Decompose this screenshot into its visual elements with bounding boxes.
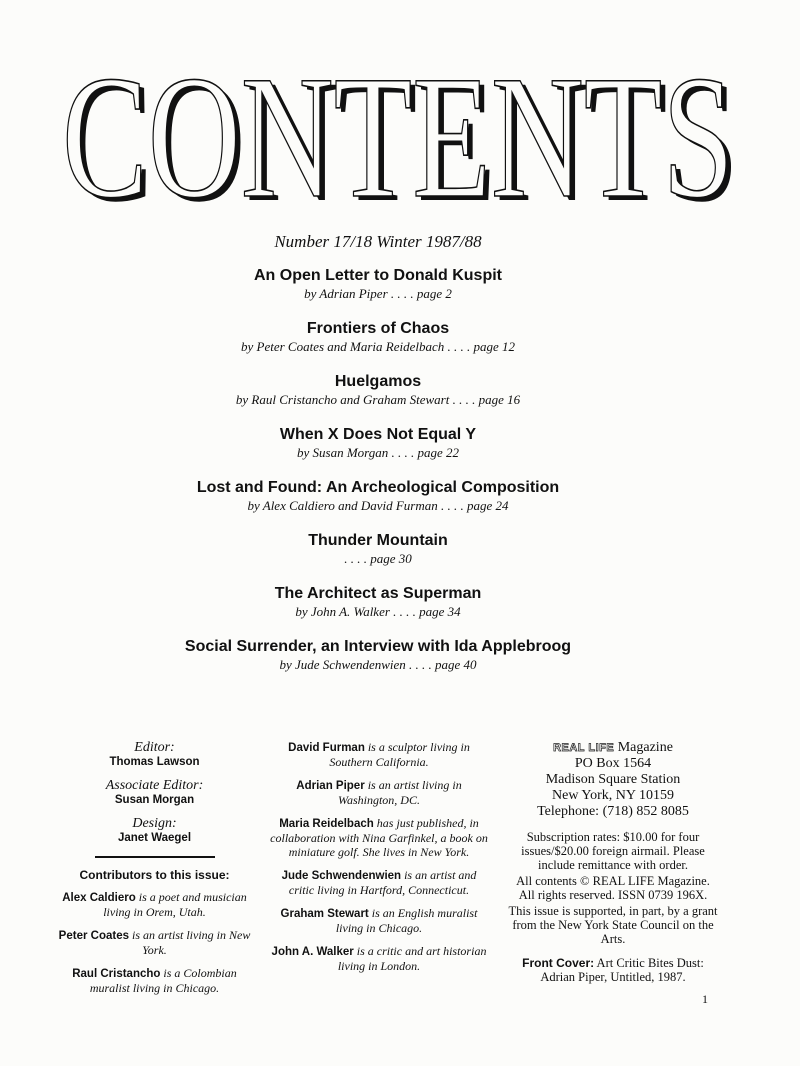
contributor-name: Adrian Piper: [296, 780, 365, 792]
address-line: New York, NY 10159: [552, 788, 674, 803]
toc-entry-title[interactable]: Social Surrender, an Interview with Ida Applebroog: [184, 638, 572, 655]
contributor-name: Jude Schwendenwien: [281, 870, 402, 882]
contributors-heading: Contributors to this issue:: [79, 868, 230, 882]
contributor-text: is an artist living in Washington, DC.: [338, 778, 462, 807]
contributors-column: [268, 740, 490, 982]
divider-rule: [95, 856, 215, 858]
contributor-bio: [268, 816, 490, 859]
toc-entry-byline: by Alex Caldiero and David Furman . . . . page 24: [247, 498, 509, 513]
toc-entry-byline: . . . . page 30: [344, 551, 412, 566]
toc-entry-byline: by Peter Coates and Maria Reidelbach . . . . page 12: [240, 339, 516, 354]
issue-line: Number 17/18 Winter 1987/88: [274, 232, 482, 251]
contributor-text: is a Colombian muralist living in Chicago.: [89, 966, 237, 995]
toc-entry-title[interactable]: Huelgamos: [334, 373, 422, 390]
contents-masthead-svg: [60, 62, 740, 212]
address-line: PO Box 1564: [574, 756, 652, 771]
staff-role: Editor:: [134, 740, 175, 755]
contributor-bio: [268, 868, 490, 897]
contributor-name: John A. Walker: [271, 946, 354, 958]
toc-entry: [0, 425, 756, 478]
support-info: This issue is supported, in part, by a grant from the New York State Council on the Arts.: [508, 904, 718, 946]
page-number: 1: [702, 992, 708, 1006]
contributor-name: Peter Coates: [58, 930, 129, 942]
toc-entry: [0, 319, 756, 372]
rights-info: All contents © REAL LIFE Magazine. All rights reserved. ISSN 0739 196X.: [516, 874, 710, 902]
contributor-bio: [52, 890, 257, 919]
contributor-bio: [268, 740, 490, 769]
toc-entry-byline: by John A. Walker . . . . page 34: [295, 604, 461, 619]
contributor-text: is an artist and critic living in Hartford, Connecticut.: [288, 868, 477, 897]
contributor-bio: [268, 944, 490, 973]
staff-name: Thomas Lawson: [109, 756, 200, 768]
toc-entry-byline: by Jude Schwendenwien . . . . page 40: [279, 657, 477, 672]
toc-entry: [0, 584, 756, 637]
contributor-bio: [268, 906, 490, 935]
telephone-line: Telephone: (718) 852 8085: [537, 804, 689, 819]
toc-entry: [0, 531, 756, 584]
toc-entry: [0, 266, 756, 319]
front-cover-label: Front Cover:: [522, 956, 595, 970]
publisher-name: [508, 740, 718, 756]
contributor-bio: [52, 928, 257, 957]
subscription-info: Subscription rates: $10.00 for four issues/$20.00 foreign airmail. Please include remittance with order.: [521, 830, 705, 872]
contributor-text: is an English muralist living in Chicago.: [335, 906, 478, 935]
publisher-column: [508, 740, 718, 984]
contributor-name: Maria Reidelbach: [279, 818, 374, 830]
contributor-text: is a critic and art historian living in London.: [337, 944, 487, 973]
contributor-bio: [268, 778, 490, 807]
toc-entry-byline: by Adrian Piper . . . . page 2: [304, 286, 452, 301]
contributor-text: is an artist living in New York.: [128, 928, 251, 957]
toc-entry: [0, 372, 756, 425]
contributor-name: Graham Stewart: [280, 908, 369, 920]
staff-name: Janet Waegel: [117, 832, 192, 844]
front-cover-credit: [508, 956, 718, 984]
toc-entry-byline: by Susan Morgan . . . . page 22: [296, 445, 459, 460]
toc-entry-byline: by Raul Cristancho and Graham Stewart . . . . page 16: [235, 392, 521, 407]
toc-entry-title[interactable]: Lost and Found: An Archeological Composition: [196, 479, 560, 496]
contributor-text: is a sculptor living in Southern California.: [329, 740, 470, 769]
staff-name: Susan Morgan: [114, 794, 195, 806]
contributor-name: David Furman: [288, 742, 365, 754]
table-of-contents: [0, 266, 756, 690]
staff-role: Associate Editor:: [105, 778, 204, 793]
toc-entry: [0, 637, 756, 690]
contents-masthead: [60, 62, 740, 212]
staff-column: [52, 740, 257, 1004]
contributor-text: has just published, in collaboration with Nina Garfinkel, a book on miniature golf. She lives in New York.: [270, 816, 488, 859]
contributor-bio: [52, 966, 257, 995]
contributor-text: is a poet and musician living in Orem, Utah.: [103, 890, 247, 919]
toc-entry-title[interactable]: Thunder Mountain: [308, 532, 448, 549]
masthead-title-text: CONTENTS: [62, 62, 734, 212]
toc-entry-title[interactable]: An Open Letter to Donald Kuspit: [254, 267, 502, 284]
toc-entry-title[interactable]: The Architect as Superman: [274, 585, 482, 602]
toc-entry: [0, 478, 756, 531]
toc-entry-title[interactable]: Frontiers of Chaos: [306, 320, 450, 337]
toc-entry-title[interactable]: When X Does Not Equal Y: [279, 426, 477, 443]
staff-role: Design:: [132, 816, 177, 831]
masthead-shadow-text: CONTENTS: [67, 62, 739, 212]
front-cover-text: Art Critic Bites Dust: Adrian Piper, Untitled, 1987.: [540, 956, 704, 984]
contributor-name: Raul Cristancho: [72, 968, 161, 980]
publisher-name-suffix: Magazine: [614, 740, 673, 755]
contributor-name: Alex Caldiero: [62, 892, 136, 904]
address-line: Madison Square Station: [545, 772, 681, 787]
real-life-logo: REAL LIFE: [553, 742, 615, 754]
